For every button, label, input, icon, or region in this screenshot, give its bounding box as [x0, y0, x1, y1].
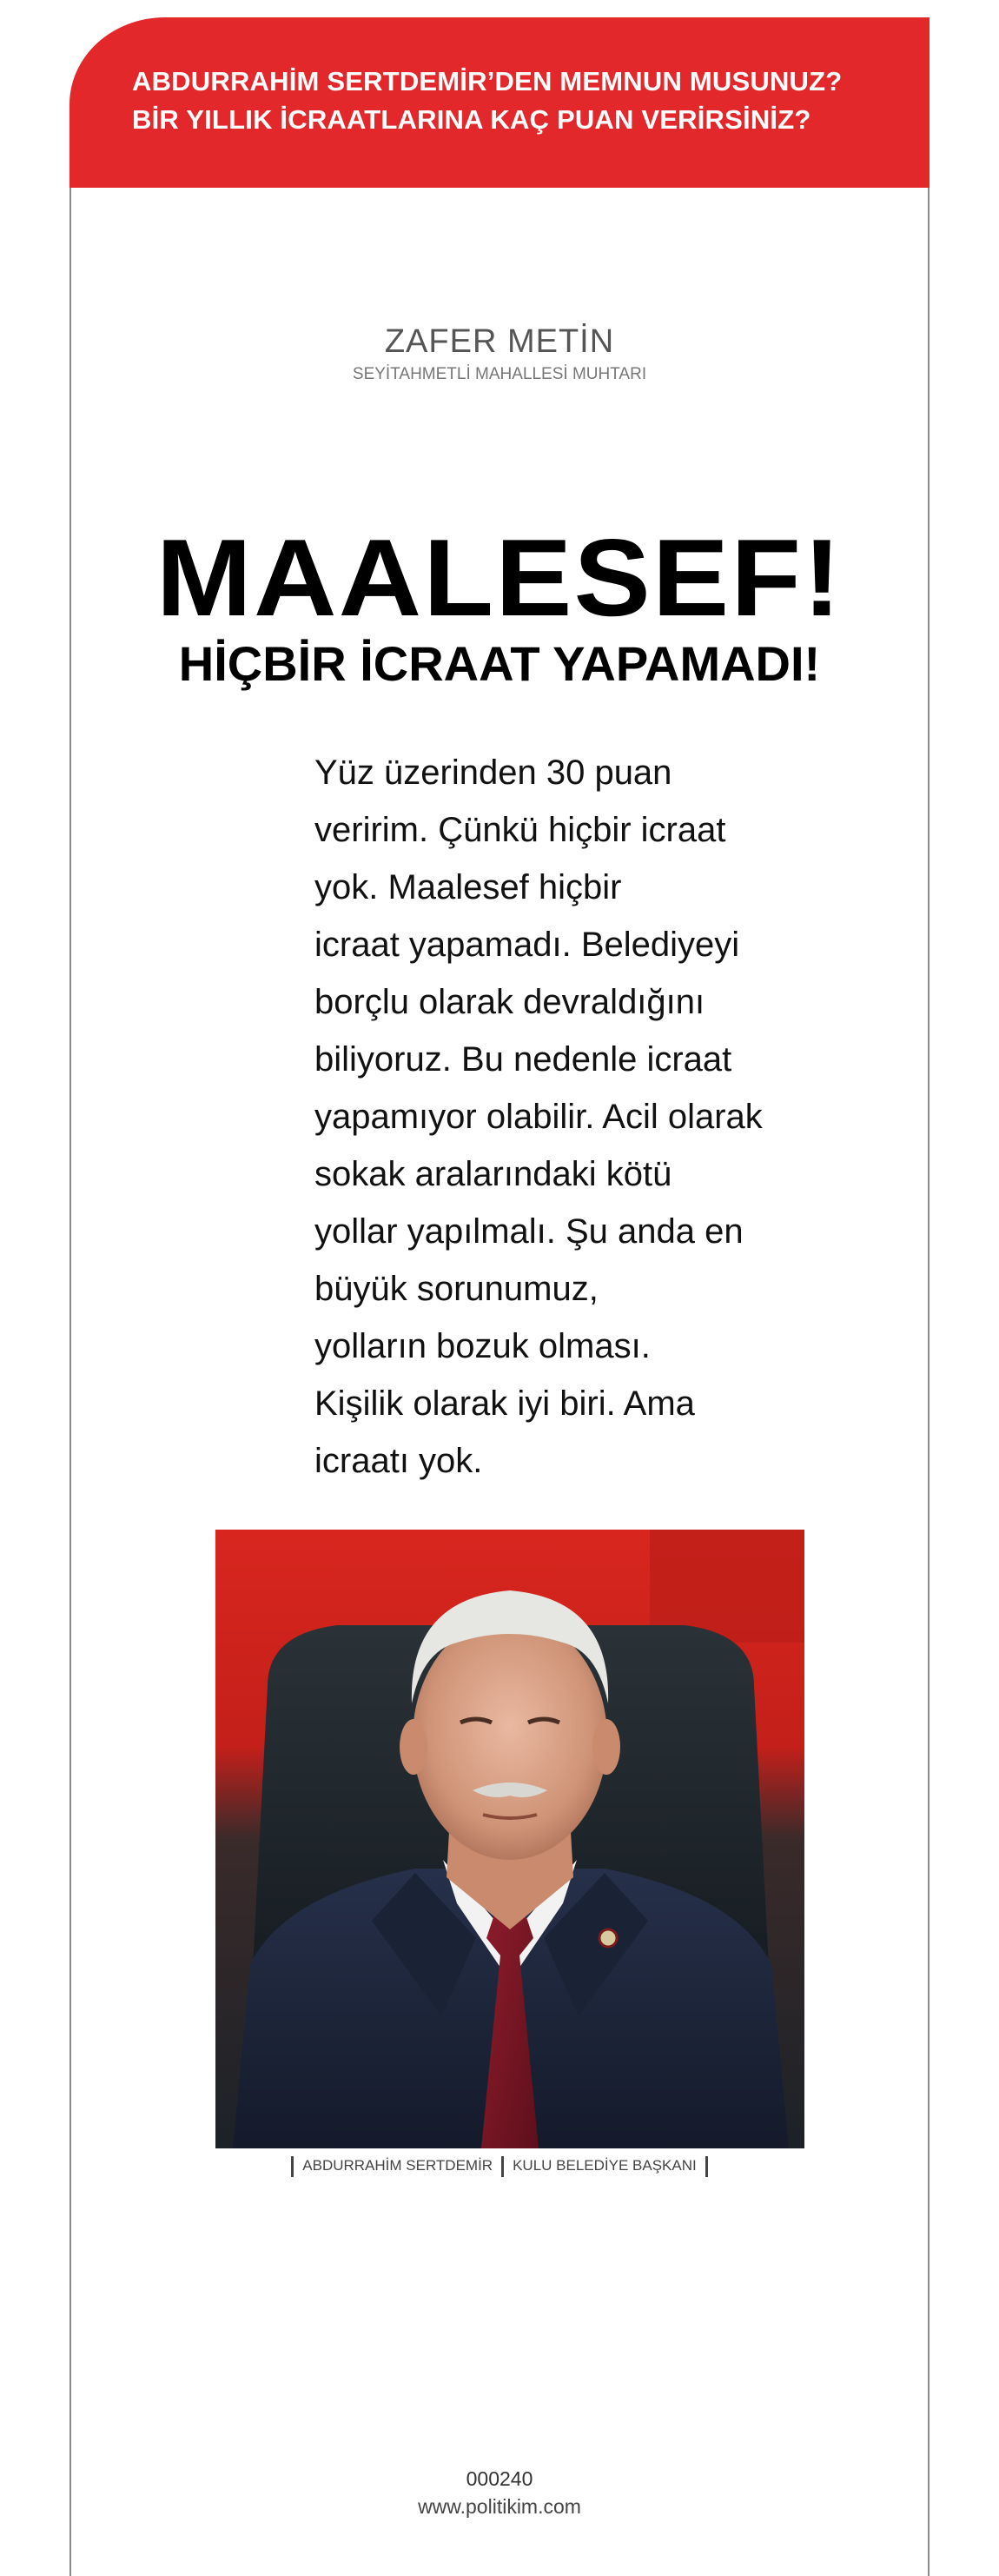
author-name: ZAFER METİN: [384, 323, 615, 360]
body-line: veririm. Çünkü hiçbir icraat: [314, 811, 726, 849]
body-line: yok. Maalesef hiçbir: [314, 868, 622, 906]
caption-divider: [705, 2156, 708, 2177]
headline-sub: HİÇBİR İCRAAT YAPAMADI!: [178, 636, 821, 691]
footer: [0, 2465, 999, 2520]
body-line: icraatı yok.: [314, 1442, 483, 1480]
body-line: borçlu olarak devraldığını: [314, 983, 705, 1021]
body-line: yapamıyor olabilir. Acil olarak: [314, 1098, 763, 1136]
body-line: Kişilik olarak iyi biri. Ama: [314, 1384, 695, 1423]
header-question-line-1: ABDURRAHİM SERTDEMİR’DEN MEMNUN MUSUNUZ?: [132, 66, 843, 96]
portrait-photo: [215, 1530, 804, 2148]
face: [413, 1617, 607, 1860]
headline-main: MAALESEF!: [155, 516, 844, 639]
footer-url[interactable]: www.politikim.com: [418, 2495, 581, 2518]
photo-caption: [0, 2154, 999, 2178]
caption-divider: [501, 2156, 504, 2177]
left-ear: [400, 1719, 427, 1775]
footer-code: 000240: [466, 2467, 533, 2490]
body-text: [314, 744, 801, 1490]
caption-name: ABDURRAHİM SERTDEMİR: [302, 2157, 493, 2174]
header-question-line-2: BİR YILLIK İCRAATLARINA KAÇ PUAN VERİRSİNİZ?: [132, 104, 811, 135]
caption-role: KULU BELEDİYE BAŞKANI: [513, 2157, 697, 2174]
right-ear: [592, 1719, 620, 1775]
author-block: [0, 322, 999, 386]
body-line: icraat yapamadı. Belediyeyi: [314, 926, 740, 964]
body-line: yolların bozuk olması.: [314, 1327, 651, 1365]
headline-block: [0, 516, 999, 692]
body-line: Yüz üzerinden 30 puan: [314, 754, 672, 792]
header-banner: [69, 17, 930, 188]
author-title: SEYİTAHMETLİ MAHALLESİ MUHTARI: [352, 365, 647, 383]
body-line: sokak aralarındaki kötü: [314, 1155, 672, 1193]
caption-divider: [291, 2156, 294, 2177]
body-line: büyük sorunumuz,: [314, 1270, 599, 1308]
body-line: biliyoruz. Bu nedenle icraat: [314, 1040, 732, 1079]
body-line: yollar yapılmalı. Şu anda en: [314, 1212, 744, 1251]
lapel-pin: [599, 1929, 617, 1947]
